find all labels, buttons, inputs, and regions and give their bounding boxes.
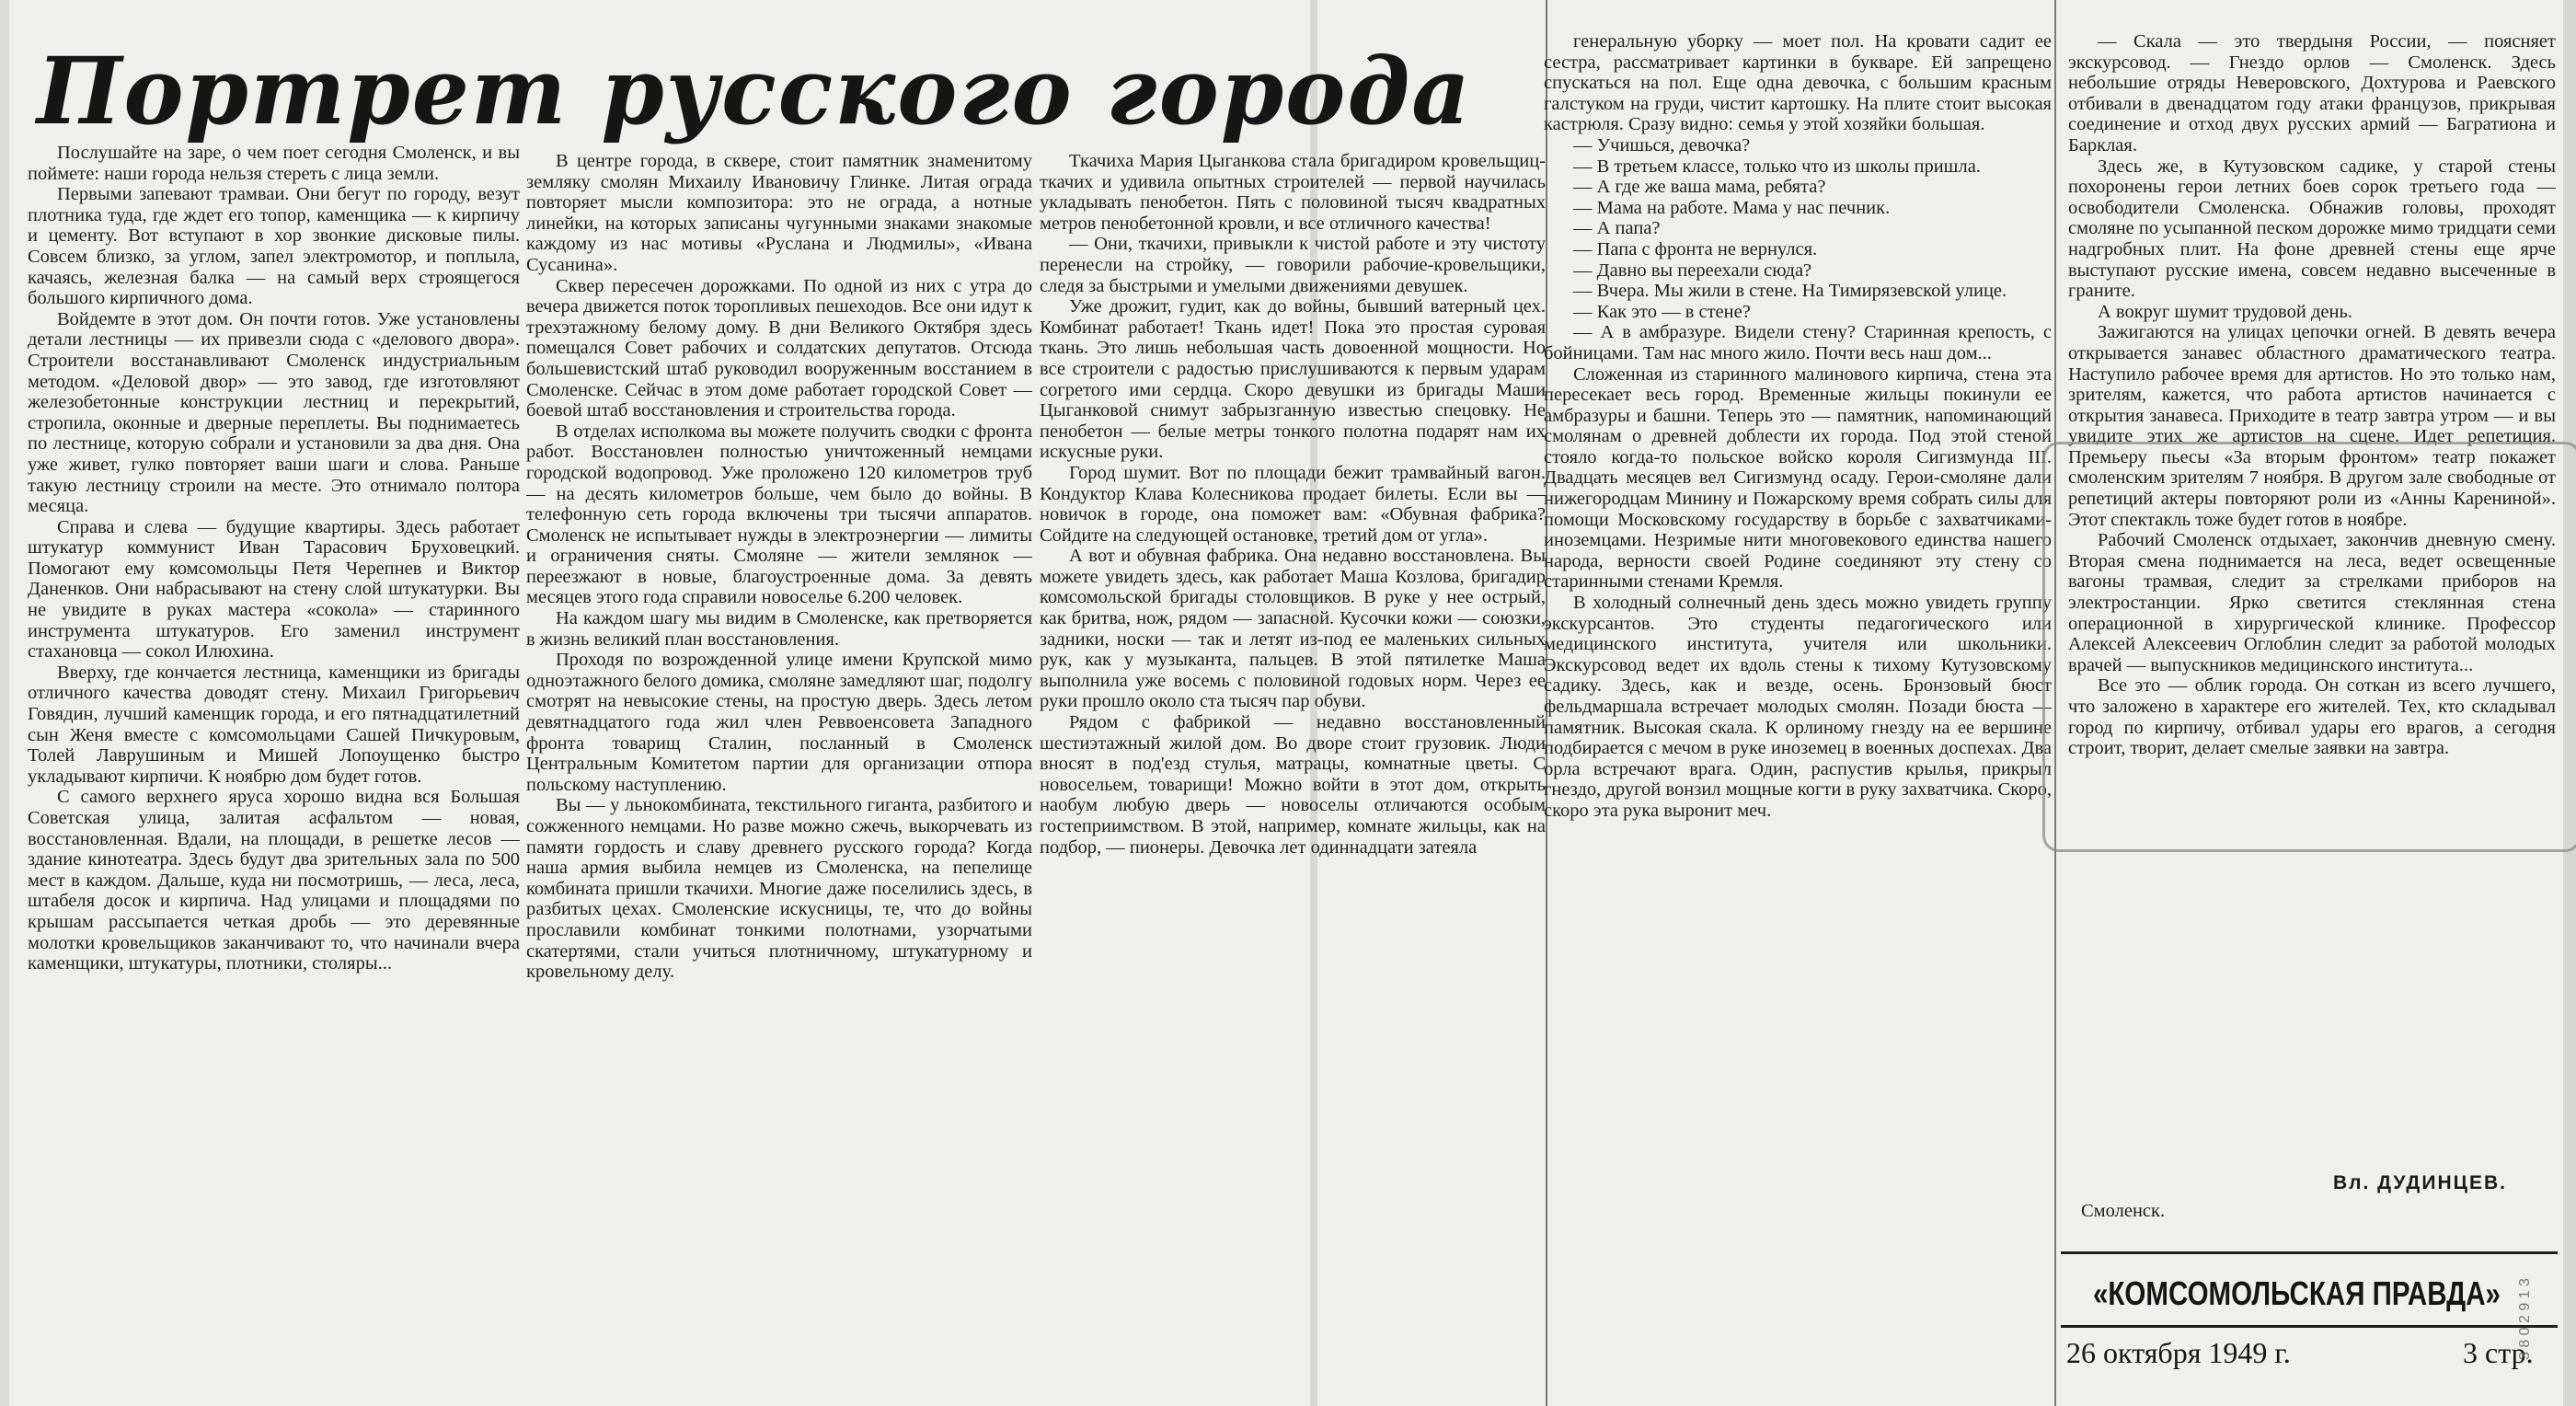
article-paragraph: — Мама на работе. Мама у нас печник.	[1573, 197, 1891, 218]
article-paragraph: С самого верхнего яруса хорошо видна вся Большая Советская улица, залитая асфальтом — новая, восстановленная. Вдали, на площади, в решетке лесов — здание кинотеатра. Здесь будут два зрительных зала по 500 мест в каждом. Дальше, куда ни посмотришь, — леса, леса, штабеля досок и кирпича. Над улицами и площадями по крышам рассыпается четкая дробь — это деревянные молотки кровельщиков заканчивают то, что начинали вчера каменщики, штукатуры, плотники, столяры...	[28, 787, 520, 974]
article-paragraph: А вот и обувная фабрика. Она недавно восстановлена. Вы можете увидеть здесь, как работает Маша Козлова, бригадир комсомольской бригады столовщиков. В руке у нее острый, как бритва, нож, рядом — запасной. Кусочки кожи — союзки, задники, носки — так и летят из-под ее маленьких сильных рук, как у музыканта, пальцев. В этой пятилетке Маша выполнила уже восемь с половиной годовых норм. Через ее руки прошло около ста тысяч пар обуви.	[1040, 546, 1546, 712]
masthead-rule-top	[2061, 1251, 2558, 1254]
article-paragraph: А вокруг шумит трудовой день.	[2098, 301, 2352, 322]
article-column-1	[28, 143, 520, 1394]
article-paragraph: Ткачиха Мария Цыганкова стала бригадиром кровельщиц-ткачих и удивила опытных строителей — первой научилась укладывать пенобетон. Пять с половиной тысяч квадратных метров пенобетонной кровли, и все отличного качества!	[1040, 151, 1546, 234]
masthead-rule-bottom	[2061, 1325, 2558, 1328]
archive-stamp-number: 3 8 0 2 9 1 3	[2517, 1278, 2533, 1360]
article-paragraph: — Вчера. Мы жили в стене. На Тимирязевской улице.	[1573, 281, 2007, 302]
issue-date: 26 октября 1949 г.	[2066, 1336, 2291, 1369]
article-paragraph: В холодный солнечный день здесь можно увидеть группу экскурсантов. Это студенты педагогического или медицинского института, учителя или школьники. Экскурсовод ведет их вдоль стены к тихому Кутузовскому садику. Здесь, как и везде, осень. Бронзовый бюст фельдмаршала встречает молодых смолян. Позади бюста — памятник. Высокая скала. К орлиному гнезду на ее вершине подбирается с мечом в руке иноземец в военных доспехах. Два орла встречают врага. Один, распустив крылья, прикрыл гнездо, другой вонзил мощные когти в руку захватчика. Скоро, скоро эта рука выронит меч.	[1544, 593, 2052, 821]
article-paragraph: генеральную уборку — моет пол. На кровати садит ее сестра, рассматривает картинки в букваре. Ей запрещено спускаться на пол. Еще одна девочка, с большим красным галстуком на груди, чистит картошку. На плите стоит высокая кастрюля. Сразу видно: семья у этой хозяйки большая.	[1544, 31, 2052, 135]
article-paragraph: Первыми запевают трамваи. Они бегут по городу, везут плотника туда, где ждет его топор, каменщика — к кирпичу и цементу. Вот вступают в хор звонкие дисковые пилы. Совсем близко, за углом, запел электромотор, и поплыла, качаясь, железная балка — на самый верх строящегося большого кирпичного дома.	[28, 184, 520, 309]
article-column-3	[1040, 151, 1546, 1393]
article-paragraph: — Скала — это твердыня России, — поясняет экскурсовод. — Гнездо орлов — Смоленск. Здесь небольшие отряды Неверовского, Дохтурова и Раевского отбивали в двенадцатом году атаки французов, прикрывая соединение и отход двух русских армий — Багратиона и Барклая.	[2068, 31, 2556, 156]
page-number: 3 стр.	[2463, 1336, 2534, 1369]
article-headline: Портрет русского города	[37, 37, 1472, 145]
article-paragraph: Войдемте в этот дом. Он почти готов. Уже установлены детали лестницы — их привезли сюда с «делового двора». Строители восстанавливают Смоленск индустриальным методом. «Деловой двор» — это завод, где изготовляют железобетонные конструкции лестниц и перекрытий, стропила, оконные и дверные переплеты. Вы поднимаетесь по лестнице, которую собрали и установили за два дня. Она уже живет, гулко повторяет ваши шаги и слова. Раньше такую лестницу строили на месте. Это отнимало полтора месяца.	[28, 308, 520, 517]
article-paragraph: Рядом с фабрикой — недавно восстановленный шестиэтажный жилой дом. Во дворе стоит грузовик. Люди вносят в под'езд стулья, матрацы, комнатные цветы. С новосельем, товарищи! Можно войти в этот дом, открыть наобум любую дверь — новоселы отличаются особым гостеприимством. В этой, например, комнате жильцы, как на подбор, — пионеры. Девочка лет одиннадцати затеяла	[1040, 712, 1546, 858]
article-paragraph: Уже дрожит, гудит, как до войны, бывший ватерный цех. Комбинат работает! Ткань идет! Пока это простая суровая ткань. Это лишь небольшая часть довоенной мощности. Но все строители с радостью прислушиваются к первым ударам согретого ими сердца. Скоро девушки из бригады Маши Цыганковой снимут забрызганную известью спецовку. Не пенобетон — белые метры тонкого полотна подарят нам их искусные руки.	[1040, 296, 1546, 463]
article-paragraph: Вы — у льнокомбината, текстильного гиганта, разбитого и сожженного немцами. Но разве можно сжечь, выкорчевать из памяти гордость и славу древнего русского города? Когда наша армия выбила немцев из Смоленска, на пепелище комбината пришли ткачихи. Многие даже поселились здесь, в разбитых цехах. Смоленские искусницы, те, что до войны прославили комбинат тонкими полотнами, узорчатыми скатертями, стали учиться плотничному, штукатурному и кровельному делу.	[526, 795, 1032, 983]
article-column-4	[1544, 31, 2052, 1393]
article-paragraph: В отделах исполкома вы можете получить сводки с фронта работ. Восстановлен полностью уничтоженный немцами городской водопровод. Уже проложено 120 километров труб — на десять километров больше, чем было до войны. В телефонную сеть города включены три тысячи аппаратов. Смоленск не испытывает нужды в электроэнергии — лимиты и ограничения сняты. Смоляне — жители землянок — переезжают в новые, благоустроенные дома. За девять месяцев этого года справили новоселье 6.200 человек.	[526, 421, 1032, 608]
article-paragraph: — Давно вы переехали сюда?	[1573, 259, 1812, 281]
article-paragraph: Здесь же, в Кутузовском садике, у старой стены похоронены герои летних боев сорок третьего года — освободители Смоленска. Обнажив головы, проходят смоляне по усыпанной песком дорожке мимо тридцати семи надгробных плит. На фоне древней стены еще ярче выступают русские имена, совсем недавно высеченные в граните.	[2068, 156, 2556, 302]
article-paragraph: — А папа?	[1573, 218, 1661, 239]
article-paragraph: Рабочий Смоленск отдыхает, закончив дневную смену. Вторая смена поднимается на леса, ведет освещенные вагоны трамвая, следит за стрелками приборов на электростанции. Ярко светится стеклянная стена операционной в хирургической клинике. Профессор Алексей Алексеевич Оглоблин следит за работой молодых врачей — выпускников медицинского института...	[2068, 530, 2556, 675]
article-paragraph: Сквер пересечен дорожками. По одной из них с утра до вечера движется поток торопливых пешеходов. Все они идут к трехэтажному белому дому. В дни Великого Октября здесь помещался Совет рабочих и солдатских депутатов. Отсюда большевистский штаб руководил вооруженным восстанием в Смоленске. Сейчас в этом доме работает городской Совет — боевой штаб восстановления и строительства города.	[526, 275, 1032, 421]
article-paragraph: На каждом шагу мы видим в Смоленске, как претворяется в жизнь великий план восстановления.	[526, 608, 1032, 650]
article-paragraph: — Учишься, девочка?	[1573, 134, 1751, 156]
author-signature: Вл. ДУДИНЦЕВ.	[2333, 1172, 2507, 1193]
article-paragraph: Зажигаются на улицах цепочки огней. В девять вечера открывается занавес областного драматического театра. Наступило рабочее время для артистов. Но это только нам, зрителям, кажется, что работа артистов начинается с открытия занавеса. Приходите в театр завтра утром — и вы увидите этих же артистов на сцене. Идет репетиция. Премьеру пьесы «За вторым фронтом» театр покажет смоленским зрителям 7 ноября. В другом зале свободные от репетиций актеры повторяют роли из «Анны Карениной». Этот спектакль тоже будет готов в ноябре.	[2068, 322, 2556, 530]
left-paper-edge	[0, 0, 9, 1406]
article-paragraph: Все это — облик города. Он соткан из всего лучшего, что заложено в характере его жителей. Тех, кто складывал город по кирпичу, отбивал удары его врагов, а сегодня строит, творит, делает смелые заявки на завтра.	[2068, 675, 2556, 759]
article-paragraph: В центре города, в сквере, стоит памятник знаменитому земляку смолян Михаилу Ивановичу Глинке. Литая ограда повторяет мысли композитора: это не ограда, а нотные линейки, на которых записаны чугунными знаками знакомые каждому из нас мотивы «Руслана и Людмилы», «Ивана Сусанина».	[526, 151, 1032, 275]
article-paragraph: — Они, ткачихи, привыкли к чистой работе и эту чистоту перенесли на стройку, — говорили рабочие-кровельщики, следя за быстрыми и умелыми движениями девушек.	[1040, 234, 1546, 296]
article-paragraph: Справа и слева — будущие квартиры. Здесь работает штукатур коммунист Иван Тарасович Бруховецкий. Помогают ему комсомольцы Петя Черепнев и Виктор Даненков. Они набрасывают на стену слой штукатурки. Вы не увидите в руках мастера «сокола» — старинного инструмента штукатуров. Его заменил инструмент стахановца — сокол Илюхина.	[28, 516, 520, 663]
article-column-2	[526, 151, 1032, 1393]
article-paragraph: Проходя по возрожденной улице имени Крупской мимо одноэтажного белого домика, смоляне замедляют шаг, подолгу смотрят на невысокие стены, на простую дверь. Здесь летом девятнадцатого года жил член Реввоенсовета Западного фронта товарищ Сталин, посланный в Смоленск Центральным Комитетом партии для организации отпора польскому наступлению.	[526, 650, 1032, 795]
article-paragraph: Город шумит. Вот по площади бежит трамвайный вагон. Кондуктор Клава Колесникова продает билеты. Если вы — новичок в городе, она поможет вам: «Обувная фабрика? Сойдите на следующей остановке, третий дом от угла».	[1040, 462, 1546, 546]
article-paragraph: — А в амбразуре. Видели стену? Старинная крепость, с бойницами. Там нас много жило. Почти весь наш дом...	[1544, 322, 2052, 363]
article-paragraph: Послушайте на заре, о чем поет сегодня Смоленск, и вы поймете: наши города нельзя стереть с лица земли.	[28, 143, 520, 184]
article-paragraph: — Как это — в стене?	[1573, 301, 1751, 322]
article-paragraph: Сложенная из старинного малинового кирпича, стена эта пересекает весь город. Временные жильцы покинули ее амбразуры и башни. Теперь это — памятник, напоминающий смолянам о древней доблести их города. Под этой стеной стояло когда-то польское войско короля Сигизмунда III. Двадцать месяцев вел Сигизмунд осаду. Герои-смоляне дали нижегородцам Минину и Пожарскому время собрать силы для помощи Московскому государству в борьбе с захватчиками-иноземцами. Незримые нити многовекового единства нашего народа, верности своей Родине соединяют эту стену со старинными стенами Кремля.	[1544, 363, 2052, 593]
pencil-bracket-mark	[2042, 442, 2576, 852]
article-paragraph: — А где же ваша мама, ребята?	[1573, 177, 1826, 198]
newspaper-name: «КОМСОМОЛЬСКАЯ ПРАВДА»	[2093, 1274, 2501, 1312]
article-paragraph: Вверху, где кончается лестница, каменщики из бригады отличного качества доводят стену. Михаил Григорьевич Говядин, лучший каменщик города, и его пятнадцатилетний сын Женя вместе с комсомольцами Сашей Пичкуровым, Толей Лаврушиным и Мишей Лопоущенко быстро укладывают кирпичи. К ноябрю дом будет готов.	[28, 662, 520, 787]
article-paragraph: — Папа с фронта не вернулся.	[1573, 238, 1818, 259]
dateline-place: Смоленск.	[2081, 1201, 2166, 1221]
article-paragraph: — В третьем классе, только что из школы пришла.	[1573, 156, 1981, 177]
